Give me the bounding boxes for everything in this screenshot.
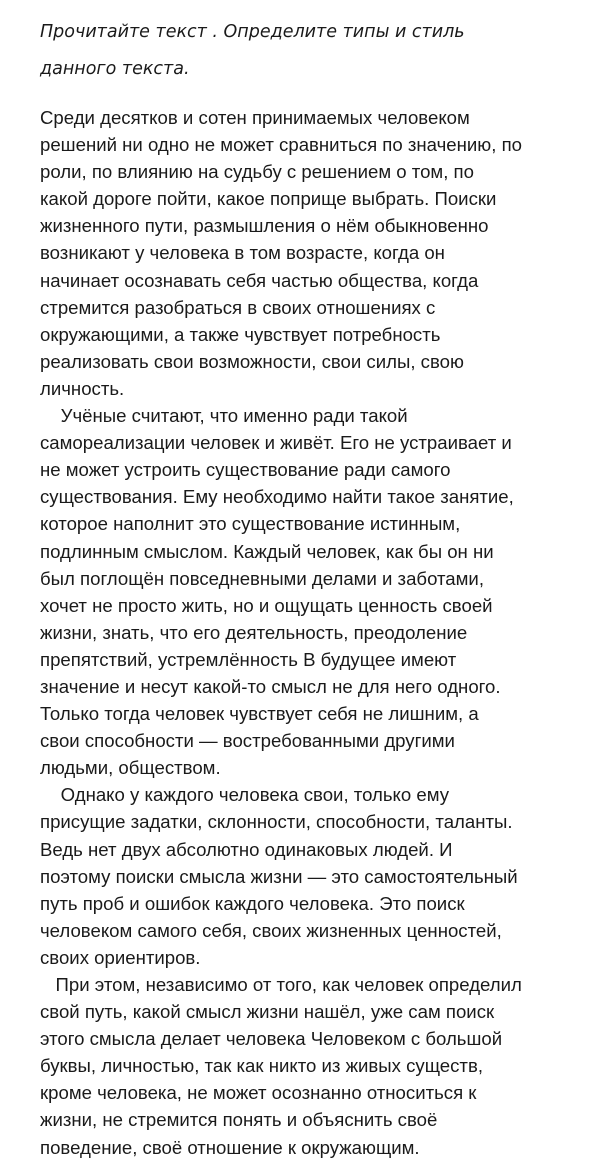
text-line: Только тогда человек чувствует себя не лишним, а bbox=[40, 703, 479, 725]
text-line: путь проб и ошибок каждого человека. Это поиск bbox=[40, 892, 465, 914]
text-line: свои способности — востребованными другими bbox=[40, 730, 455, 752]
text-line: какой дороге пойти, какое поприще выбрать. Поиски bbox=[40, 188, 497, 210]
text-line: которое наполнит это существование истинным, bbox=[40, 513, 461, 535]
text-line: решений ни одно не может сравниться по значению, по bbox=[40, 134, 522, 156]
text-line: подлинным смыслом. Каждый человек, как бы он ни bbox=[40, 540, 494, 562]
text-line: свой путь, какой смысл жизни нашёл, уже сам поиск bbox=[40, 1001, 495, 1023]
text-line: роли, по влиянию на судьбу с решением о том, по bbox=[40, 161, 474, 183]
text-line: самореализации человек и живёт. Его не устраивает и bbox=[40, 432, 512, 454]
text-line: окружающими, а также чувствует потребность bbox=[40, 323, 441, 345]
text-line: буквы, личностью, так как никто из живых существ, bbox=[40, 1055, 483, 1077]
text-line: поэтому поиски смысла жизни — это самостоятельный bbox=[40, 865, 518, 887]
body-text bbox=[40, 104, 605, 1161]
text-line: поведение, своё отношение к окружающим. bbox=[40, 1136, 420, 1158]
text-line: жизни, не стремится понять и объяснить своё bbox=[40, 1109, 438, 1131]
text-line: жизни, знать, что его деятельность, преодоление bbox=[40, 621, 468, 643]
text-line: Ведь нет двух абсолютно одинаковых людей. И bbox=[40, 838, 453, 860]
text-line: хочет не просто жить, но и ощущать ценность своей bbox=[40, 594, 493, 616]
text-line: человеком самого себя, своих жизненных ценностей, bbox=[40, 919, 502, 941]
text-line: жизненного пути, размышления о нём обыкновенно bbox=[40, 215, 489, 237]
text-line: не может устроить существование ради самого bbox=[40, 459, 451, 481]
task-instruction bbox=[40, 14, 600, 88]
text-line: Среди десятков и сотен принимаемых человеком bbox=[40, 107, 470, 128]
text-line: препятствий, устремлённость В будущее имеют bbox=[40, 648, 457, 670]
text-line: своих ориентиров. bbox=[40, 946, 201, 968]
task-line: данного текста. bbox=[40, 59, 190, 79]
text-line: присущие задатки, склонности, способности, таланты. bbox=[40, 811, 513, 833]
text-line: стремится разобраться в своих отношениях с bbox=[40, 296, 436, 318]
text-line: кроме человека, не может осознанно относиться к bbox=[40, 1082, 477, 1104]
text-line: Однако у каждого человека свои, только ему bbox=[40, 784, 450, 806]
text-line: людьми, обществом. bbox=[40, 757, 221, 779]
text-line: Учёные считают, что именно ради такой bbox=[40, 405, 408, 427]
text-line: существования. Ему необходимо найти такое занятие, bbox=[40, 486, 514, 508]
text-line: личность. bbox=[40, 377, 125, 399]
text-line: значение и несут какой-то смысл не для него одного. bbox=[40, 675, 501, 697]
text-line: был поглощён повседневными делами и заботами, bbox=[40, 567, 484, 589]
text-line: начинает осознавать себя частью общества, когда bbox=[40, 269, 479, 291]
task-line: Прочитайте текст . Определите типы и стиль bbox=[40, 22, 465, 42]
text-line: реализовать свои возможности, свои силы, свою bbox=[40, 350, 464, 372]
text-line: возникают у человека в том возрасте, когда он bbox=[40, 242, 445, 264]
text-line: этого смысла делает человека Человеком с большой bbox=[40, 1028, 503, 1050]
text-line: При этом, независимо от того, как человек определил bbox=[40, 974, 522, 995]
